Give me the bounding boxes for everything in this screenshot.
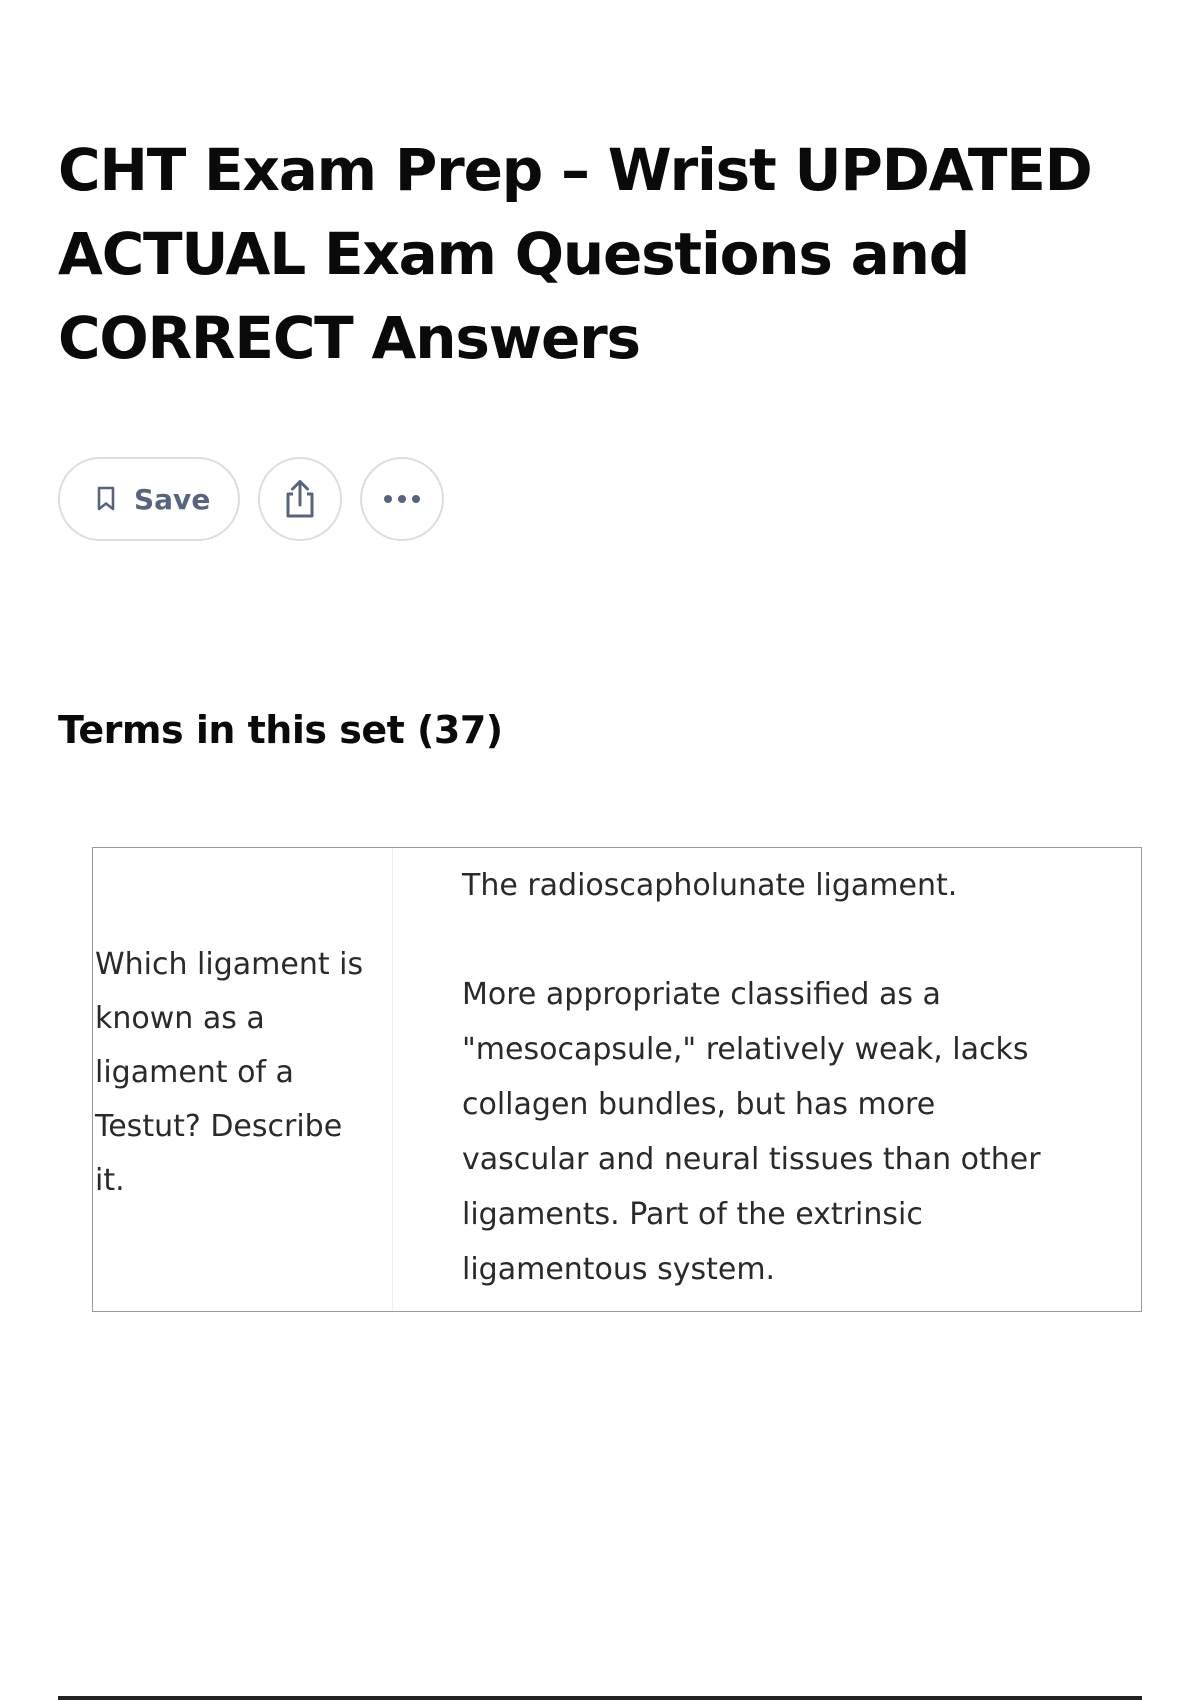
page-divider: [58, 1696, 1142, 1700]
save-button[interactable]: [58, 457, 240, 541]
term-card: [92, 847, 1142, 1312]
terms-section-heading: Terms in this set (37): [58, 708, 503, 752]
action-bar: [58, 457, 444, 541]
bookmark-icon: [96, 486, 116, 512]
more-options-button[interactable]: [360, 457, 444, 541]
save-button-label: Save: [134, 482, 211, 516]
term-question: Which ligament is known as a ligament of a Testut? Describe it.: [95, 946, 364, 1198]
share-button[interactable]: [258, 457, 342, 541]
page-title: CHT Exam Prep – Wrist UPDATED ACTUAL Exam Questions and CORRECT Answers: [58, 136, 1092, 372]
term-answer-body: More appropriate classified as a "mesocapsule," relatively weak, lacks collagen bundles, but has more vascular and neural tissues than other ligaments. Part of the extrinsic ligamentous system.: [462, 977, 1041, 1287]
term-answer-heading: The radioscapholunate ligament.: [462, 868, 958, 903]
more-options-icon: [382, 494, 422, 504]
share-icon: [281, 478, 319, 520]
term-answer-cell: [393, 848, 1141, 1311]
term-question-cell: [93, 848, 393, 1311]
